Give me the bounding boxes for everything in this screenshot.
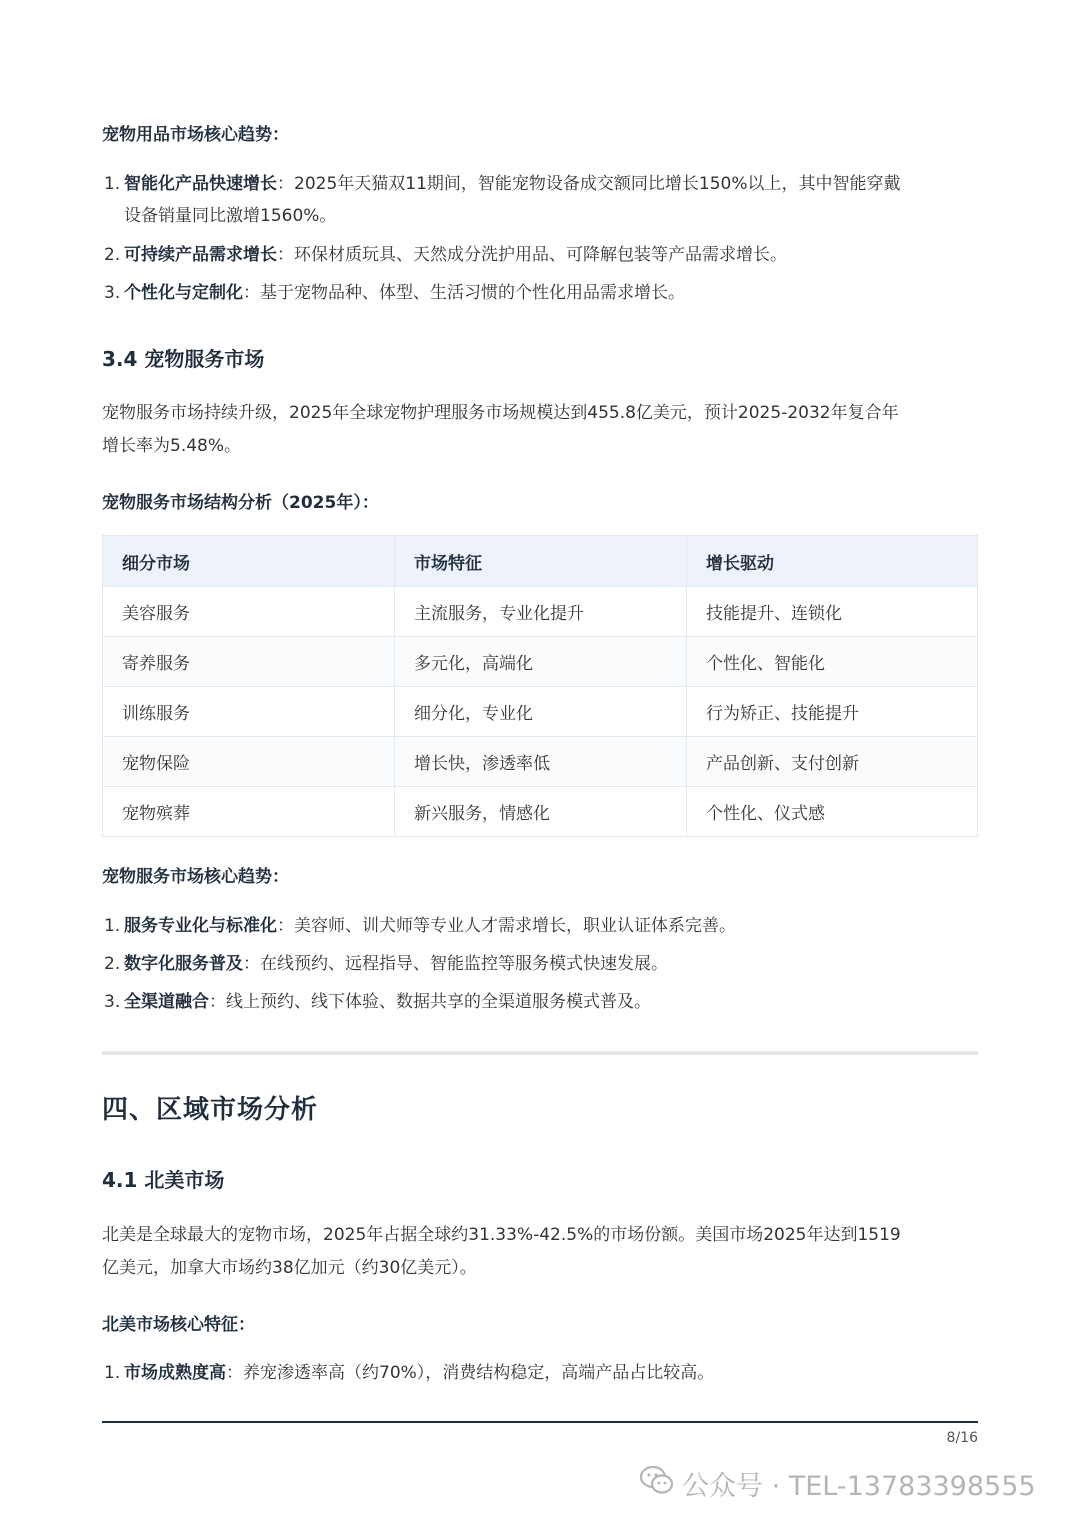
- list-item: 2. 可持续产品需求增长：环保材质玩具、天然成分洗护用品、可降解包装等产品需求增长。: [104, 245, 787, 265]
- table-cell: 训练服务: [103, 687, 395, 737]
- table-header-cell: 细分市场: [103, 536, 395, 587]
- list-item: 3. 全渠道融合：线上预约、线下体验、数据共享的全渠道服务模式普及。: [104, 992, 651, 1012]
- table-row: [103, 737, 978, 787]
- section-4-1-paragraph: 北美是全球最大的宠物市场，2025年占据全球约31.33%-42.5%的市场份额。美国市场2025年达到1519 亿美元，加拿大市场约38亿加元（约30亿美元）。: [102, 1225, 901, 1278]
- list-item: 1. 服务专业化与标准化：美容师、训犬师等专业人才需求增长，职业认证体系完善。: [104, 916, 736, 936]
- table-header-cell: 市场特征: [395, 536, 687, 587]
- table-cell: 寄养服务: [103, 637, 395, 687]
- table-header-row: [103, 536, 978, 587]
- table-cell: 产品创新、支付创新: [687, 737, 978, 787]
- list-item: 3. 个性化与定制化：基于宠物品种、体型、生活习惯的个性化用品需求增长。: [104, 283, 685, 303]
- table-row: [103, 787, 978, 837]
- service-market-table: [102, 535, 978, 837]
- section-heading-3-4: 3.4 宠物服务市场: [102, 347, 265, 371]
- service-trends-label: 宠物服务市场核心趋势：: [102, 867, 289, 887]
- table-cell: 行为矫正、技能提升: [687, 687, 978, 737]
- table-cell: 主流服务，专业化提升: [395, 587, 687, 637]
- table-cell: 技能提升、连锁化: [687, 587, 978, 637]
- table-row: [103, 687, 978, 737]
- table-label: 宠物服务市场结构分析（2025年）：: [102, 493, 379, 513]
- table-cell: 个性化、智能化: [687, 637, 978, 687]
- watermark: [640, 1464, 1036, 1503]
- table-cell: 个性化、仪式感: [687, 787, 978, 837]
- page-number: 8/16: [946, 1430, 978, 1446]
- wechat-icon: [640, 1465, 674, 1502]
- table-row: [103, 637, 978, 687]
- section-divider: [102, 1051, 978, 1055]
- table-cell: 多元化，高端化: [395, 637, 687, 687]
- table-header-cell: 增长驱动: [687, 536, 978, 587]
- table-row: [103, 587, 978, 637]
- table-cell: 细分化，专业化: [395, 687, 687, 737]
- table-cell: 美容服务: [103, 587, 395, 637]
- section-3-4-paragraph: 宠物服务市场持续升级，2025年全球宠物护理服务市场规模达到455.8亿美元，预计2025-2032年复合年 增长率为5.48%。: [102, 403, 899, 456]
- list-item: 1. 市场成熟度高：养宠渗透率高（约70%），消费结构稳定，高端产品占比较高。: [104, 1363, 715, 1383]
- table-cell: 新兴服务，情感化: [395, 787, 687, 837]
- table-cell: 增长快，渗透率低: [395, 737, 687, 787]
- table-cell: 宠物殡葬: [103, 787, 395, 837]
- footer-rule: [102, 1421, 978, 1423]
- section-heading-4-1: 4.1 北美市场: [102, 1168, 225, 1192]
- list-item: 2. 数字化服务普及：在线预约、远程指导、智能监控等服务模式快速发展。: [104, 954, 668, 974]
- list-item: 1. 智能化产品快速增长：2025年天猫双11期间，智能宠物设备成交额同比增长150%以上，其中智能穿戴 设备销量同比激增1560%。: [104, 174, 901, 226]
- table-cell: 宠物保险: [103, 737, 395, 787]
- watermark-text: 公众号 · TEL-13783398555: [682, 1471, 1036, 1502]
- supplies-trends-label: 宠物用品市场核心趋势：: [102, 125, 289, 145]
- chapter-heading: 四、区域市场分析: [102, 1095, 319, 1125]
- features-label: 北美市场核心特征：: [102, 1315, 255, 1335]
